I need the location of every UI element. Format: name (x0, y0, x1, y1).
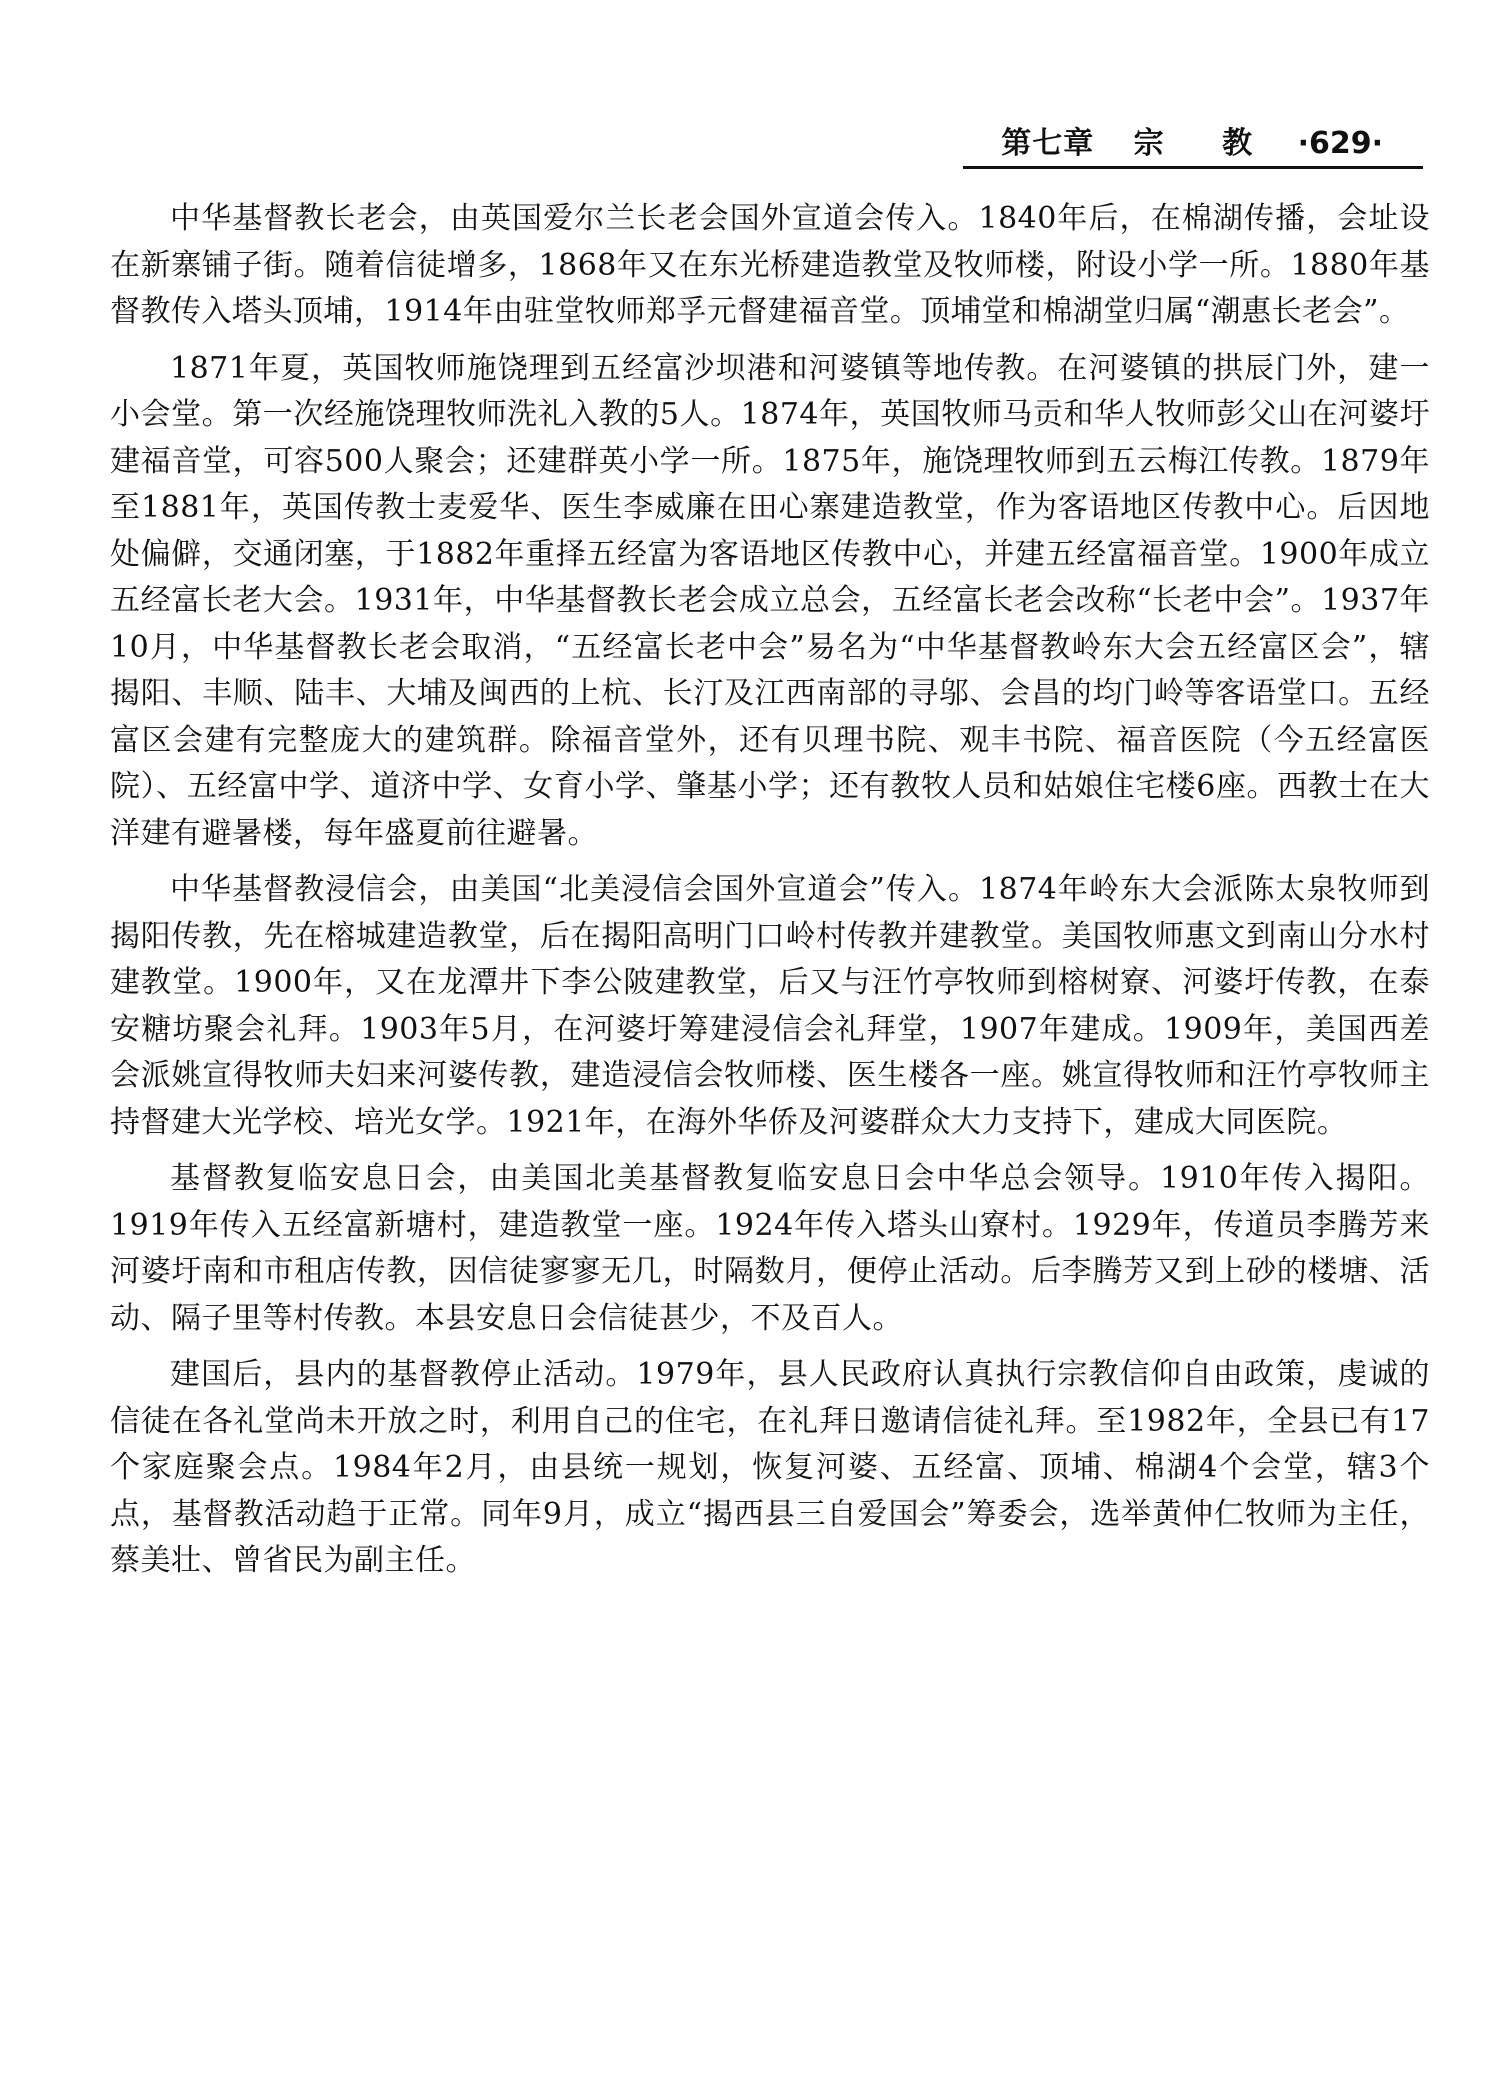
paragraph-adventist: 基督教复临安息日会，由美国北美基督教复临安息日会中华总会领导。1910年传入揭阳。1919年传入五经富新塘村，建造教堂一座。1924年传入塔头山寮村。1929年，传道员李腾芳来河婆圩南和市租店传教，因信徒寥寥无几，时隔数月，便停止活动。后李腾芳又到上砂的楼塘、活动、隔子里等村传教。本县安息日会信徒甚少，不及百人。 (110, 1161, 1430, 1336)
paragraph-post-1949: 建国后，县内的基督教停止活动。1979年，县人民政府认真执行宗教信仰自由政策，虔诚的信徒在各礼堂尚未开放之时，利用自己的住宅，在礼拜日邀请信徒礼拜。至1982年，全县已有17个家庭聚会点。1984年2月，由县统一规划，恢复河婆、五经富、顶埔、棉湖4个会堂，辖3个点，基督教活动趋于正常。同年9月，成立“揭西县三自爱国会”筹委会，选举黄仲仁牧师为主任，蔡美壮、曾省民为副主任。 (110, 1357, 1430, 1578)
chapter-topic: 宗 教 (1133, 126, 1277, 161)
running-header (963, 108, 1423, 169)
header-text (1001, 118, 1383, 162)
paragraph-baptist: 中华基督教浸信会，由美国“北美浸信会国外宣道会”传入。1874年岭东大会派陈太泉牧师到揭阳传教，先在榕城建造教堂，后在揭阳高明门口岭村传教并建教堂。美国牧师惠文到南山分水村建教堂。1900年，又在龙潭井下李公陂建教堂，后又与汪竹亭牧师到榕树寮、河婆圩传教，在泰安糖坊聚会礼拜。1903年5月，在河婆圩筹建浸信会礼拜堂，1907年建成。1909年，美国西差会派姚宣得牧师夫妇来河婆传教，建造浸信会牧师楼、医生楼各一座。姚宣得牧师和汪竹亭牧师主持督建大光学校、培光女学。1921年，在海外华侨及河婆群众大力支持下，建成大同医院。 (110, 872, 1430, 1140)
chapter-title: 第七章 (1001, 126, 1095, 161)
body-text (110, 196, 1430, 1595)
paragraph-presbyterian: 中华基督教长老会，由英国爱尔兰长老会国外宣道会传入。1840年后，在棉湖传播，会址设在新寨铺子街。随着信徒增多，1868年又在东光桥建造教堂及牧师楼，附设小学一所。1880年基督教传入塔头顶埔，1914年由驻堂牧师郑孚元督建福音堂。顶埔堂和棉湖堂归属“潮惠长老会”。 (110, 201, 1430, 329)
paragraph-hakka-mission: 1871年夏，英国牧师施饶理到五经富沙坝港和河婆镇等地传教。在河婆镇的拱辰门外，建一小会堂。第一次经施饶理牧师洗礼入教的5人。1874年，英国牧师马贡和华人牧师彭父山在河婆圩建福音堂，可容500人聚会；还建群英小学一所。1875年，施饶理牧师到五云梅江传教。1879年至1881年，英国传教士麦爱华、医生李威廉在田心寨建造教堂，作为客语地区传教中心。后因地处偏僻，交通闭塞，于1882年重择五经富为客语地区传教中心，并建五经富福音堂。1900年成立五经富长老大会。1931年，中华基督教长老会成立总会，五经富长老会改称“长老中会”。1937年10月，中华基督教长老会取消，“五经富长老中会”易名为“中华基督教岭东大会五经富区会”，辖揭阳、丰顺、陆丰、大埔及闽西的上杭、长汀及江西南部的寻邬、会昌的均门岭等客语堂口。五经富区会建有完整庞大的建筑群。除福音堂外，还有贝理书院、观丰书院、福音医院（今五经富医院）、五经富中学、道济中学、女育小学、肇基小学；还有教牧人员和姑娘住宅楼6座。西教士在大洋建有避暑楼，每年盛夏前往避暑。 (110, 350, 1430, 851)
page-number: ·629· (1297, 126, 1383, 161)
